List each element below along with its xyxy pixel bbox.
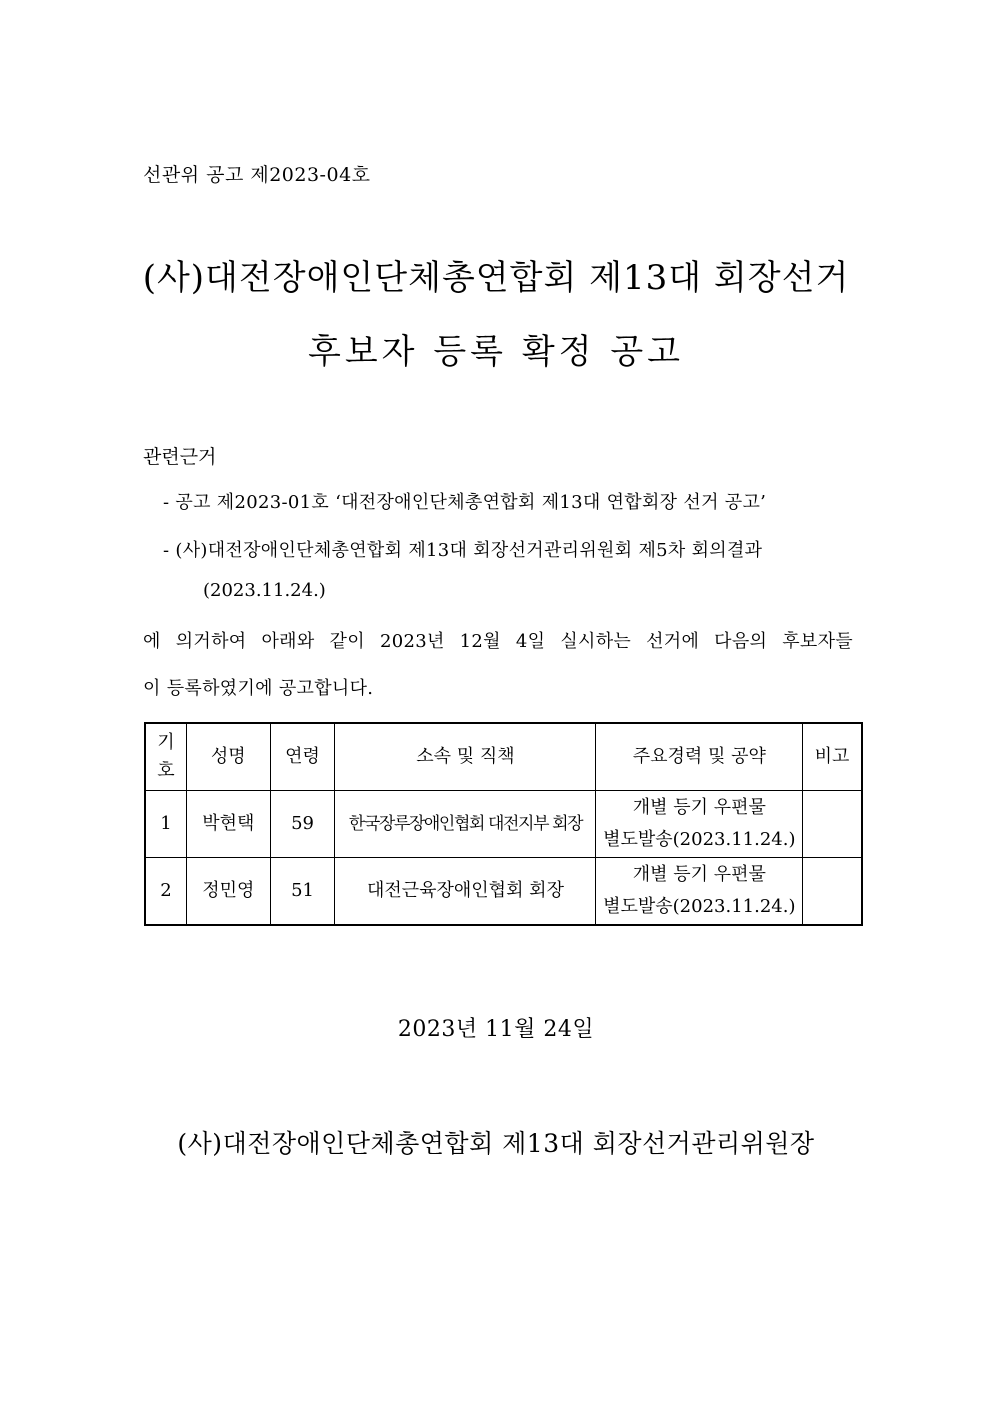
document-title-line2: 후보자 등록 확정 공고 [307,332,685,372]
cell-career [596,791,803,858]
header-number-bottom: 호 [157,760,175,781]
table-row [145,791,862,858]
cell-career-line1: 개별 등기 우편물 [632,864,766,885]
cell-career-line2: 별도발송(2023.11.24.) [603,829,796,850]
basis-item-1: - 공고 제2023-01호 ‘대전장애인단체총연합회 제13대 연합회장 선거 공고’ [163,492,767,513]
cell-number: 1 [145,791,186,858]
cell-career-line1: 개별 등기 우편물 [632,797,766,818]
header-org: 소속 및 직책 [335,723,596,791]
basis-item-2: - (사)대전장애인단체총연합회 제13대 회장선거관리위원회 제5차 회의결과 [163,540,763,561]
header-age: 연령 [270,723,335,791]
signature-line: (사)대전장애인단체총연합회 제13대 회장선거관리위원장 [177,1129,815,1158]
header-career: 주요경력 및 공약 [596,723,803,791]
header-name: 성명 [186,723,270,791]
cell-name: 박현택 [186,791,270,858]
candidate-table [144,722,863,926]
notice-number: 선관위 공고 제2023-04호 [143,164,371,186]
basis-item-2-date: (2023.11.24.) [203,580,326,601]
table-row [145,858,862,926]
notice-date: 2023년 11월 24일 [397,1017,595,1042]
cell-career-line2: 별도발송(2023.11.24.) [603,896,796,917]
body-text-line1: 에 의거하여 아래와 같이 2023년 12월 4일 실시하는 선거에 다음의 후보자들 [143,631,853,652]
cell-age: 51 [270,858,335,926]
cell-org: 한국장루장애인협회 대전지부 회장 [335,791,596,858]
cell-career [596,858,803,926]
cell-name: 정민영 [186,858,270,926]
cell-note [803,791,862,858]
cell-number: 2 [145,858,186,926]
cell-age: 59 [270,791,335,858]
header-note: 비고 [803,723,862,791]
cell-org: 대전근육장애인협회 회장 [335,858,596,926]
body-text-line2: 이 등록하였기에 공고합니다. [143,678,374,699]
header-number-top: 기 [157,732,175,753]
basis-heading: 관련근거 [143,446,217,468]
cell-note [803,858,862,926]
table-header-row [145,723,862,791]
document-title-line1: (사)대전장애인단체총연합회 제13대 회장선거 [142,258,850,298]
header-number [145,723,186,791]
